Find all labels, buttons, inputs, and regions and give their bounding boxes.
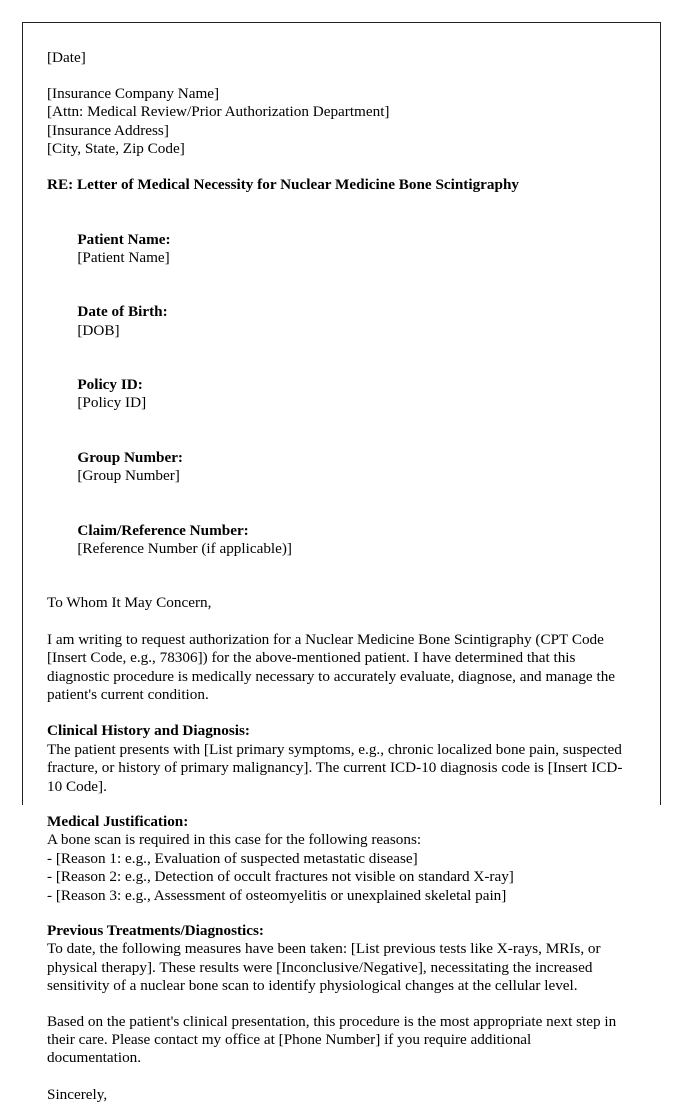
section-body: The patient presents with [List primary symptoms, e.g., chronic localized bone pain, suspected fracture, or history of primary malignancy]. The current ICD-10 diagnosis code is [Insert ICD-10 Code]. [47,740,623,795]
section-heading: Previous Treatments/Diagnostics: [47,921,264,939]
reason-item: - [Reason 3: e.g., Assessment of osteomyelitis or unexplained skeletal pain] [47,886,507,904]
signoff: Sincerely, [47,1085,108,1103]
previous-treatments-section [47,922,642,996]
spacer [47,67,642,85]
spacer [47,194,642,212]
field-value: [DOB] [77,321,120,339]
patient-field-row [47,285,642,358]
field-value: [Group Number] [77,467,180,485]
recipient-line: [Attn: Medical Review/Prior Authorization Department] [47,103,390,121]
recipient-block [47,85,642,158]
reason-item: - [Reason 2: e.g., Detection of occult fractures not visible on standard X-ray] [47,868,514,886]
section-heading: Clinical History and Diagnosis: [47,722,250,740]
spacer [47,704,642,722]
letter-page [22,22,661,1103]
closing-paragraph: Based on the patient's clinical presentation, this procedure is the most appropriate next step in their care. Please contact my office at [Phone Number] if you require additional documentation. [47,1012,617,1067]
clinical-history-section [47,722,642,796]
reason-item: - [Reason 1: e.g., Evaluation of suspected metastatic disease] [47,849,418,867]
spacer [47,158,642,176]
date-line: [Date] [47,49,86,66]
section-body: To date, the following measures have been taken: [List previous tests like X-rays, MRIs, or physical therapy]. These results were [Inconclusive/Negative], necessitating the increased sensitivity of a nuclear bone scan to identify physiological changes at the cellular level. [47,940,601,995]
patient-field-row [47,431,642,504]
field-label: Patient Name: [77,230,171,248]
field-value: [Patient Name] [77,248,170,266]
field-label: Policy ID: [77,376,143,394]
subject-line: RE: Letter of Medical Necessity for Nuclear Medicine Bone Scintigraphy [47,176,519,194]
spacer [47,996,642,1013]
medical-justification-section [47,813,642,905]
recipient-line: [Insurance Company Name] [47,85,220,103]
salutation: To Whom It May Concern, [47,594,212,612]
patient-info-block [47,212,642,576]
letter-body [23,23,660,1104]
field-label: Date of Birth: [77,303,168,321]
field-label: Group Number: [77,449,183,467]
section-intro: A bone scan is required in this case for the following reasons: [47,831,422,849]
spacer [47,576,642,594]
patient-field-row [47,212,642,285]
spacer [47,905,642,922]
field-label: Claim/Reference Number: [77,521,249,539]
patient-field-row [47,504,642,577]
section-heading: Medical Justification: [47,812,189,830]
spacer [47,613,642,631]
field-value: [Policy ID] [77,394,147,412]
spacer [47,796,642,813]
recipient-line: [City, State, Zip Code] [47,139,185,157]
patient-field-row [47,358,642,431]
recipient-line: [Insurance Address] [47,121,169,139]
spacer [47,1068,642,1086]
opening-paragraph: I am writing to request authorization for a Nuclear Medicine Bone Scintigraphy (CPT Code [Insert Code, e.g., 78306]) for the above-mentioned patient. I have determined that this diagnostic procedure is medically necessary to accurately evaluate, diagnose, and manage the patient's current condition. [47,630,616,703]
field-value: [Reference Number (if applicable)] [77,540,292,558]
